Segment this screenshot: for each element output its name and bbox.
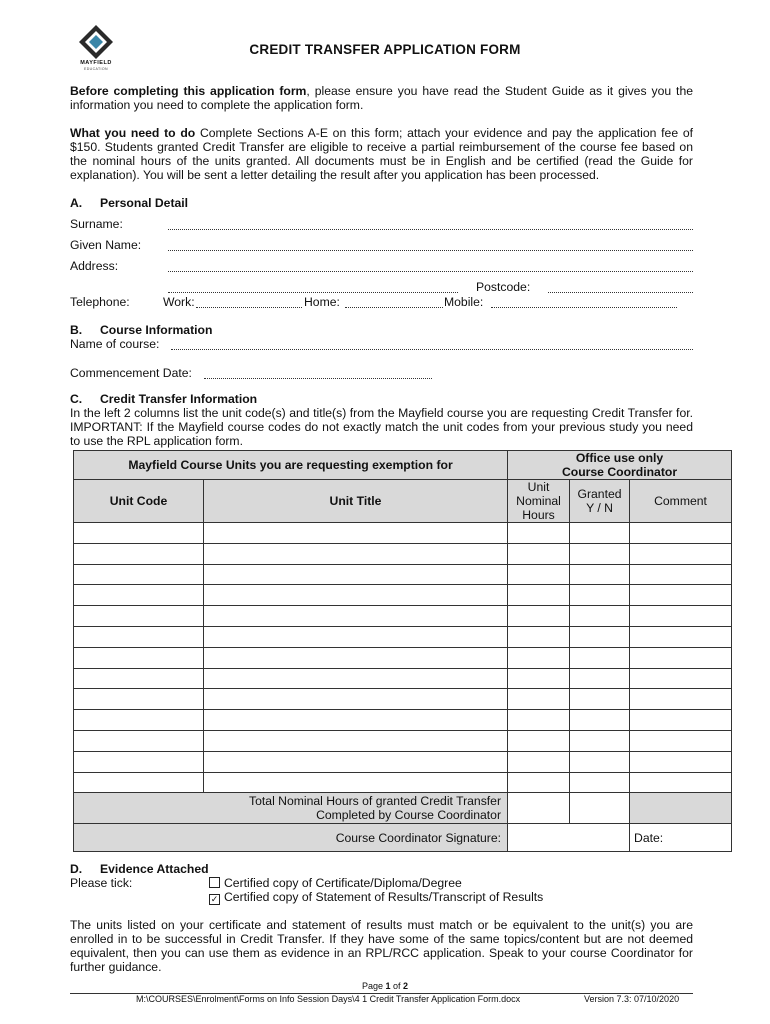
address-field-line1[interactable] [168,261,693,272]
table-row [74,585,732,606]
work-phone-field[interactable] [196,297,302,308]
section-c-text: In the left 2 columns list the unit code(s) and title(s) from the Mayfield course you are requesting Credit Transfer for. IMPORTANT: If the Mayfield course codes do not exactly match the unit codes from your previous study you need to use the RPL application form. [70,406,693,448]
address-label: Address: [70,259,119,273]
hours-cell[interactable] [508,710,570,731]
granted-cell[interactable] [570,668,630,689]
home-phone-field[interactable] [345,297,443,308]
total-comment-cell [630,793,732,824]
home-label: Home: [304,295,340,309]
comment-cell[interactable] [630,606,732,627]
unit-title-cell[interactable] [204,730,508,751]
postcode-label: Postcode: [476,280,531,294]
commencement-label: Commencement Date: [70,366,192,380]
unit-title-cell[interactable] [204,772,508,793]
what-bold: What you need to do [70,126,196,140]
comment-cell[interactable] [630,689,732,710]
total-hours-line1: Total Nominal Hours of granted Credit Transfer [249,794,502,809]
total-granted-cell[interactable] [570,793,630,824]
granted-cell[interactable] [570,710,630,731]
hours-cell[interactable] [508,543,570,564]
form-title: CREDIT TRANSFER APPLICATION FORM [249,42,521,57]
comment-cell[interactable] [630,647,732,668]
footer-file-path: M:\COURSES\Enrolment\Forms on Info Session Days\4 1 Credit Transfer Application Form.docx [136,994,521,1004]
hours-cell[interactable] [508,523,570,544]
work-label: Work: [163,295,195,309]
hours-cell[interactable] [508,668,570,689]
section-d-number: D. [70,862,83,876]
logo-subtext: EDUCATION [84,67,108,71]
comment-cell[interactable] [630,626,732,647]
mobile-phone-field[interactable] [491,297,677,308]
intro-bold: Before completing this application form [70,84,307,98]
unit-title-cell[interactable] [204,647,508,668]
table-row [74,668,732,689]
section-c-number: C. [70,392,83,406]
unit-title-cell[interactable] [204,689,508,710]
section-a-number: A. [70,196,83,210]
comment-cell[interactable] [630,523,732,544]
table-row [74,689,732,710]
unit-title-cell[interactable] [204,585,508,606]
please-tick-label: Please tick: [70,876,133,890]
page-of: of [390,981,404,991]
hours-cell[interactable] [508,689,570,710]
postcode-field[interactable] [548,282,693,293]
comment-cell[interactable] [630,772,732,793]
col-unit-title: Unit Title [204,480,508,523]
intro-text: , please ensure you have read the Student Guide as it gives you the information you need to complete the application form. [70,84,693,112]
unit-code-cell[interactable] [74,689,204,710]
unit-code-cell[interactable] [74,564,204,585]
section-b-heading [70,323,212,337]
unit-code-cell[interactable] [74,772,204,793]
section-b-title: Course Information [100,323,213,337]
page-current: 1 [385,981,391,991]
col-unit-code: Unit Code [74,480,204,523]
comment-cell[interactable] [630,543,732,564]
hours-cell[interactable] [508,751,570,772]
table-row [74,730,732,751]
granted-cell[interactable] [570,730,630,751]
unit-code-cell[interactable] [74,710,204,731]
total-hours-line2: Completed by Course Coordinator [316,808,502,823]
table-row [74,543,732,564]
page-number [0,981,770,991]
unit-title-cell[interactable] [204,668,508,689]
logo-text: MAYFIELD [80,60,112,66]
granted-cell[interactable] [570,772,630,793]
page-total: 2 [403,981,409,991]
unit-code-cell[interactable] [74,606,204,627]
closing-paragraph: The units listed on your certificate and statement of results must match or be equivalent to the unit(s) you are enrolled in to be successful in Credit Transfer. If they have some of the same topics/content but are not deemed equivalent, then you can use them as evidence in an RPL/RCC application. Speak to your course Coordinator for further guidance. [70,918,693,974]
section-c-title: Credit Transfer Information [100,392,258,406]
section-a-heading [70,196,188,210]
unit-code-cell[interactable] [74,523,204,544]
unit-code-cell[interactable] [74,543,204,564]
office-use-label: Office use only [575,451,664,465]
col-nominal-hours: Unit Nominal Hours [508,480,570,523]
granted-cell[interactable] [570,751,630,772]
comment-cell[interactable] [630,730,732,751]
surname-label: Surname: [70,217,123,231]
section-d-title: Evidence Attached [100,862,209,876]
table-row [74,606,732,627]
unit-title-cell[interactable] [204,751,508,772]
unit-title-cell[interactable] [204,710,508,731]
given-name-field[interactable] [168,240,693,251]
section-c-heading [70,392,257,406]
unit-code-cell[interactable] [74,626,204,647]
comment-cell[interactable] [630,710,732,731]
unit-title-cell[interactable] [204,523,508,544]
col-granted: Granted Y / N [570,480,630,523]
unit-title-cell[interactable] [204,626,508,647]
coordinator-signature-label: Course Coordinator Signature: [74,824,508,852]
table-row [74,626,732,647]
total-hours-cell[interactable] [508,793,570,824]
col-comment: Comment [630,480,732,523]
unit-code-cell[interactable] [74,585,204,606]
statement-option-label: Certified copy of Statement of Results/Transcript of Results [224,890,544,904]
table-header-left: Mayfield Course Units you are requesting exemption for [74,451,508,480]
course-name-field[interactable] [171,339,693,350]
date-label: Date: [634,830,664,845]
table-row [74,751,732,772]
page-prefix: Page [361,981,386,991]
comment-cell[interactable] [630,751,732,772]
unit-title-cell[interactable] [204,564,508,585]
address-field-line2[interactable] [168,282,458,293]
checkbox-checked-icon[interactable]: ✓ [210,894,219,904]
section-b-number: B. [70,323,83,337]
coordinator-signature-field[interactable] [508,824,630,852]
total-hours-label [74,793,508,824]
hours-cell[interactable] [508,626,570,647]
comment-cell[interactable] [630,585,732,606]
hours-cell[interactable] [508,606,570,627]
certificate-option-label: Certified copy of Certificate/Diploma/Degree [224,876,462,890]
unit-title-cell[interactable] [204,606,508,627]
hours-cell[interactable] [508,564,570,585]
granted-cell[interactable] [570,543,630,564]
table-row [74,710,732,731]
hours-cell[interactable] [508,730,570,751]
section-d-heading [70,862,209,876]
what-text: Complete Sections A-E on this form; attach your evidence and pay the application fee of $150. Students granted Credit Transfer are eligible to receive a partial reimbursement of the course fee based on the nominal hours of the units granted. All documents must be in English and be certified (read the Guide for explanation). You will be sent a letter detailing the result after you application has been processed. [70,126,693,182]
granted-cell[interactable] [570,626,630,647]
comment-cell[interactable] [630,564,732,585]
table-row [74,772,732,793]
granted-cell[interactable] [570,585,630,606]
hours-cell[interactable] [508,647,570,668]
surname-field[interactable] [168,219,693,230]
section-a-title: Personal Detail [100,196,189,210]
evidence-option-statement[interactable] [209,890,543,905]
table-row [74,564,732,585]
granted-cell[interactable] [570,564,630,585]
table-row [74,523,732,544]
granted-cell[interactable] [570,647,630,668]
given-name-label: Given Name: [70,238,142,252]
unit-code-cell[interactable] [74,647,204,668]
course-coordinator-label: Course Coordinator [561,465,678,479]
instructions-paragraph [70,126,693,182]
commencement-field[interactable] [204,368,432,379]
unit-code-cell[interactable] [74,668,204,689]
credit-transfer-table [73,450,732,852]
intro-paragraph [70,84,693,112]
granted-cell[interactable] [570,523,630,544]
granted-cell[interactable] [570,606,630,627]
granted-cell[interactable] [570,689,630,710]
footer-version: Version 7.3: 07/10/2020 [584,994,680,1004]
course-name-label: Name of course: [70,337,160,351]
telephone-label: Telephone: [70,295,130,309]
comment-cell[interactable] [630,668,732,689]
unit-code-cell[interactable] [74,751,204,772]
mobile-label: Mobile: [444,295,484,309]
checkbox-empty-icon[interactable] [209,877,220,888]
unit-title-cell[interactable] [204,543,508,564]
hours-cell[interactable] [508,585,570,606]
table-header-office-use [508,451,732,480]
evidence-option-certificate[interactable] [209,876,462,890]
table-row [74,647,732,668]
hours-cell[interactable] [508,772,570,793]
date-cell[interactable] [630,824,732,852]
unit-code-cell[interactable] [74,730,204,751]
